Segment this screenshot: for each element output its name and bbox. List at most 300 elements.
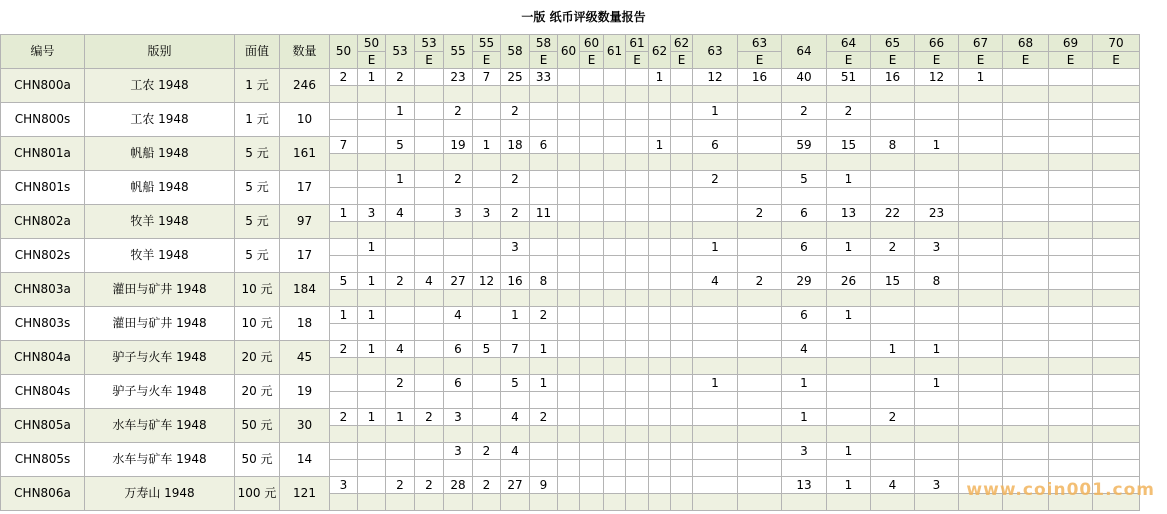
grade-spacer-cell (415, 188, 444, 205)
grade-count-cell (558, 409, 580, 426)
grade-spacer-cell (530, 222, 558, 239)
grade-count-cell (649, 239, 671, 256)
grade-spacer-cell (671, 324, 693, 341)
grade-spacer-cell (330, 324, 358, 341)
grade-spacer-cell (671, 426, 693, 443)
grade-spacer-cell (1003, 290, 1049, 307)
grade-spacer-cell (530, 290, 558, 307)
grade-count-cell (580, 137, 604, 154)
grade-count-cell (959, 239, 1003, 256)
grade-header-suffix: E (671, 52, 693, 69)
grade-spacer-cell (558, 290, 580, 307)
grade-spacer-cell (649, 222, 671, 239)
grade-count-cell: 1 (358, 307, 386, 324)
grade-count-cell (626, 239, 649, 256)
grade-spacer-cell (915, 86, 959, 103)
grade-spacer-cell (444, 154, 473, 171)
grade-count-cell (693, 409, 738, 426)
grade-count-cell: 4 (386, 205, 415, 222)
grade-count-cell (649, 409, 671, 426)
table-row (1, 239, 1140, 256)
grade-spacer-cell (738, 120, 782, 137)
row-count: 18 (280, 307, 330, 341)
row-id: CHN805a (1, 409, 85, 443)
grade-spacer-cell (415, 120, 444, 137)
grade-spacer-cell (444, 86, 473, 103)
grade-spacer-cell (530, 426, 558, 443)
grade-count-cell (580, 69, 604, 86)
grade-count-cell (1003, 341, 1049, 358)
grade-count-cell: 1 (915, 375, 959, 392)
row-id: CHN804a (1, 341, 85, 375)
grade-spacer-cell (782, 120, 827, 137)
grade-count-cell: 1 (358, 69, 386, 86)
grade-header: 60 (558, 35, 580, 69)
row-count: 14 (280, 443, 330, 477)
grade-count-cell (827, 341, 871, 358)
grade-spacer-cell (444, 460, 473, 477)
grade-count-cell: 26 (827, 273, 871, 290)
grade-count-cell (358, 375, 386, 392)
row-name: 灌田与矿井 1948 (85, 307, 235, 341)
grade-count-cell (1049, 307, 1093, 324)
grade-count-cell (1049, 171, 1093, 188)
grade-count-cell: 2 (386, 477, 415, 494)
grade-count-cell: 1 (827, 171, 871, 188)
grade-spacer-cell (558, 86, 580, 103)
grade-spacer-cell (558, 358, 580, 375)
grade-spacer-cell (358, 188, 386, 205)
grade-spacer-cell (1049, 86, 1093, 103)
grade-count-cell: 59 (782, 137, 827, 154)
grade-count-cell (1049, 103, 1093, 120)
grade-spacer-cell (871, 222, 915, 239)
grade-count-cell: 12 (915, 69, 959, 86)
grade-count-cell: 25 (501, 69, 530, 86)
grade-count-cell (1003, 375, 1049, 392)
row-count: 246 (280, 69, 330, 103)
grade-count-cell (671, 205, 693, 222)
grade-count-cell: 8 (530, 273, 558, 290)
grade-spacer-cell (626, 256, 649, 273)
grade-count-cell: 2 (386, 273, 415, 290)
grade-count-cell (738, 409, 782, 426)
grade-spacer-cell (959, 154, 1003, 171)
grade-count-cell: 6 (782, 307, 827, 324)
grade-spacer-cell (626, 358, 649, 375)
grade-count-cell (1049, 69, 1093, 86)
grade-header: 61 (626, 35, 649, 52)
grade-spacer-cell (444, 426, 473, 443)
grade-count-cell: 3 (330, 477, 358, 494)
grade-count-cell: 2 (473, 443, 501, 460)
grade-spacer-cell (1093, 222, 1140, 239)
grade-spacer-cell (871, 86, 915, 103)
grade-count-cell: 5 (782, 171, 827, 188)
row-denom: 5 元 (235, 205, 280, 239)
grade-spacer-cell (558, 460, 580, 477)
grade-count-cell (626, 341, 649, 358)
grade-count-cell: 2 (827, 103, 871, 120)
grade-count-cell (671, 443, 693, 460)
grade-count-cell: 4 (444, 307, 473, 324)
grade-spacer-cell (915, 188, 959, 205)
grade-count-cell: 3 (444, 205, 473, 222)
grade-count-cell (558, 341, 580, 358)
row-name: 帆船 1948 (85, 137, 235, 171)
grade-spacer-cell (782, 222, 827, 239)
grade-header: 64 (827, 35, 871, 52)
grade-count-cell (1049, 137, 1093, 154)
grade-count-cell: 1 (530, 341, 558, 358)
grade-spacer-cell (626, 188, 649, 205)
grade-spacer-cell (330, 256, 358, 273)
grade-spacer-cell (782, 324, 827, 341)
grade-count-cell (473, 171, 501, 188)
grade-count-cell (330, 443, 358, 460)
grade-spacer-cell (915, 358, 959, 375)
grade-count-cell (1093, 409, 1140, 426)
grade-count-cell (580, 307, 604, 324)
grade-spacer-cell (330, 86, 358, 103)
grade-count-cell: 1 (386, 171, 415, 188)
row-count: 184 (280, 273, 330, 307)
grade-spacer-cell (626, 120, 649, 137)
row-denom: 10 元 (235, 273, 280, 307)
grade-spacer-cell (530, 392, 558, 409)
grade-count-cell (1093, 273, 1140, 290)
row-denom: 1 元 (235, 103, 280, 137)
grade-spacer-cell (386, 222, 415, 239)
row-id: CHN802a (1, 205, 85, 239)
grade-spacer-cell (604, 392, 626, 409)
grade-count-cell: 2 (782, 103, 827, 120)
grade-count-cell (1093, 205, 1140, 222)
grade-count-cell (580, 409, 604, 426)
row-id: CHN806a (1, 477, 85, 511)
grade-spacer-cell (693, 460, 738, 477)
grade-spacer-cell (626, 494, 649, 511)
grade-count-cell: 2 (415, 477, 444, 494)
grade-count-cell: 3 (501, 239, 530, 256)
grade-spacer-cell (1093, 188, 1140, 205)
grade-count-cell: 16 (871, 69, 915, 86)
grade-count-cell: 5 (330, 273, 358, 290)
grade-count-cell (738, 477, 782, 494)
grade-spacer-cell (444, 324, 473, 341)
table-row (1, 137, 1140, 154)
grade-count-cell: 1 (358, 409, 386, 426)
grade-spacer-cell (558, 426, 580, 443)
grade-spacer-cell (501, 188, 530, 205)
grade-spacer-cell (386, 426, 415, 443)
grade-count-cell (358, 443, 386, 460)
grade-spacer-cell (782, 494, 827, 511)
grade-spacer-cell (693, 290, 738, 307)
grade-spacer-cell (330, 426, 358, 443)
row-id: CHN804s (1, 375, 85, 409)
row-id: CHN803a (1, 273, 85, 307)
row-count: 19 (280, 375, 330, 409)
grade-spacer-cell (473, 256, 501, 273)
grade-count-cell (693, 307, 738, 324)
grade-count-cell: 1 (693, 375, 738, 392)
grade-count-cell: 2 (871, 239, 915, 256)
grade-count-cell (558, 307, 580, 324)
grade-spacer-cell (473, 86, 501, 103)
grade-spacer-cell (671, 222, 693, 239)
row-name: 牧羊 1948 (85, 239, 235, 273)
row-denom: 50 元 (235, 443, 280, 477)
grade-count-cell (649, 477, 671, 494)
grade-spacer-cell (1049, 222, 1093, 239)
grade-spacer-cell (1049, 290, 1093, 307)
grade-spacer-cell (915, 460, 959, 477)
grade-spacer-cell (671, 392, 693, 409)
grade-count-cell (415, 171, 444, 188)
grade-spacer-cell (415, 460, 444, 477)
grade-count-cell (558, 137, 580, 154)
grade-spacer-cell (415, 358, 444, 375)
row-name: 工农 1948 (85, 69, 235, 103)
grade-spacer-cell (530, 86, 558, 103)
grade-spacer-cell (473, 426, 501, 443)
row-denom: 10 元 (235, 307, 280, 341)
grade-count-cell (915, 443, 959, 460)
grade-spacer-cell (1049, 188, 1093, 205)
grade-spacer-cell (693, 256, 738, 273)
grade-count-cell (415, 103, 444, 120)
grade-spacer-cell (871, 358, 915, 375)
grade-spacer-cell (1093, 460, 1140, 477)
grade-count-cell: 7 (473, 69, 501, 86)
grade-spacer-cell (649, 86, 671, 103)
grade-count-cell: 22 (871, 205, 915, 222)
grade-spacer-cell (473, 494, 501, 511)
grade-spacer-cell (530, 256, 558, 273)
grade-count-cell (604, 409, 626, 426)
grade-count-cell: 2 (530, 409, 558, 426)
grade-spacer-cell (626, 222, 649, 239)
grade-spacer-cell (386, 460, 415, 477)
grade-count-cell (558, 205, 580, 222)
grade-count-cell (626, 69, 649, 86)
grade-spacer-cell (358, 222, 386, 239)
grade-count-cell (671, 307, 693, 324)
grade-spacer-cell (738, 460, 782, 477)
grade-count-cell (871, 375, 915, 392)
grade-count-cell: 29 (782, 273, 827, 290)
grade-count-cell (738, 103, 782, 120)
grade-spacer-cell (649, 324, 671, 341)
grade-spacer-cell (959, 222, 1003, 239)
grade-count-cell: 1 (649, 137, 671, 154)
grade-spacer-cell (558, 392, 580, 409)
grade-count-cell (1049, 205, 1093, 222)
grade-spacer-cell (1093, 86, 1140, 103)
grade-count-cell: 2 (330, 409, 358, 426)
grade-count-cell (604, 205, 626, 222)
grade-spacer-cell (959, 324, 1003, 341)
grade-count-cell (1049, 409, 1093, 426)
grade-spacer-cell (626, 460, 649, 477)
grade-header-suffix: E (1049, 52, 1093, 69)
grade-count-cell (649, 443, 671, 460)
grade-count-cell (1049, 443, 1093, 460)
grade-count-cell: 6 (444, 375, 473, 392)
row-name: 帆船 1948 (85, 171, 235, 205)
grade-spacer-cell (501, 324, 530, 341)
grade-spacer-cell (1049, 358, 1093, 375)
grade-count-cell (827, 375, 871, 392)
grade-count-cell (693, 341, 738, 358)
row-count: 17 (280, 239, 330, 273)
table-row (1, 69, 1140, 86)
grade-spacer-cell (501, 358, 530, 375)
grade-spacer-cell (604, 86, 626, 103)
grade-spacer-cell (473, 324, 501, 341)
grade-count-cell: 1 (386, 409, 415, 426)
grade-count-cell (558, 103, 580, 120)
grade-spacer-cell (386, 392, 415, 409)
grade-count-cell: 1 (473, 137, 501, 154)
grade-spacer-cell (1093, 154, 1140, 171)
grade-count-cell (959, 205, 1003, 222)
grade-count-cell (626, 171, 649, 188)
grade-count-cell: 1 (827, 307, 871, 324)
grade-spacer-cell (782, 392, 827, 409)
table-row (1, 443, 1140, 460)
grade-count-cell: 1 (693, 103, 738, 120)
grade-spacer-cell (915, 324, 959, 341)
grade-spacer-cell (871, 494, 915, 511)
grade-count-cell (604, 137, 626, 154)
grade-spacer-cell (827, 426, 871, 443)
grade-count-cell: 1 (358, 239, 386, 256)
row-id: CHN802s (1, 239, 85, 273)
grade-count-cell: 51 (827, 69, 871, 86)
grade-spacer-cell (530, 188, 558, 205)
grade-spacer-cell (358, 358, 386, 375)
grade-count-cell: 4 (415, 273, 444, 290)
row-id: CHN800s (1, 103, 85, 137)
grade-spacer-cell (1003, 426, 1049, 443)
grade-spacer-cell (649, 120, 671, 137)
grade-count-cell (473, 239, 501, 256)
grade-count-cell: 1 (530, 375, 558, 392)
grade-spacer-cell (580, 154, 604, 171)
grade-spacer-cell (738, 494, 782, 511)
grade-spacer-cell (473, 290, 501, 307)
grade-count-cell: 1 (330, 307, 358, 324)
grade-spacer-cell (501, 392, 530, 409)
grade-spacer-cell (915, 392, 959, 409)
grade-count-cell (1093, 69, 1140, 86)
grade-count-cell (626, 477, 649, 494)
row-denom: 5 元 (235, 239, 280, 273)
grade-count-cell (671, 375, 693, 392)
grade-count-cell (1093, 443, 1140, 460)
row-id: CHN801s (1, 171, 85, 205)
grade-spacer-cell (473, 154, 501, 171)
grade-count-cell: 16 (501, 273, 530, 290)
grade-header: 53 (386, 35, 415, 69)
row-name: 驴子与火车 1948 (85, 341, 235, 375)
grade-spacer-cell (444, 358, 473, 375)
table-row (1, 171, 1140, 188)
grade-count-cell (473, 307, 501, 324)
grade-count-cell (604, 477, 626, 494)
grade-spacer-cell (1003, 358, 1049, 375)
grade-spacer-cell (415, 154, 444, 171)
grade-spacer-cell (530, 154, 558, 171)
grade-count-cell: 1 (782, 409, 827, 426)
row-count: 121 (280, 477, 330, 511)
grade-spacer-cell (1049, 392, 1093, 409)
grade-header: 60 (580, 35, 604, 52)
grade-count-cell (871, 307, 915, 324)
grade-count-cell: 6 (782, 205, 827, 222)
grade-spacer-cell (1049, 426, 1093, 443)
grade-count-cell: 13 (782, 477, 827, 494)
grade-spacer-cell (604, 324, 626, 341)
grade-spacer-cell (738, 426, 782, 443)
grade-count-cell: 18 (501, 137, 530, 154)
grade-header: 65 (871, 35, 915, 52)
grade-spacer-cell (671, 256, 693, 273)
grade-count-cell (580, 477, 604, 494)
table-row (1, 103, 1140, 120)
grade-spacer-cell (959, 460, 1003, 477)
grade-count-cell: 1 (827, 477, 871, 494)
grade-count-cell (580, 103, 604, 120)
grade-spacer-cell (330, 188, 358, 205)
row-count: 161 (280, 137, 330, 171)
row-id: CHN803s (1, 307, 85, 341)
grade-spacer-cell (358, 426, 386, 443)
grade-spacer-cell (693, 188, 738, 205)
grade-count-cell: 1 (649, 69, 671, 86)
grade-spacer-cell (1093, 120, 1140, 137)
grade-spacer-cell (671, 154, 693, 171)
grade-count-cell: 23 (444, 69, 473, 86)
grade-spacer-cell (358, 256, 386, 273)
grade-count-cell (959, 103, 1003, 120)
row-name: 牧羊 1948 (85, 205, 235, 239)
grade-count-cell: 3 (915, 477, 959, 494)
table-row (1, 375, 1140, 392)
grade-spacer-cell (558, 154, 580, 171)
grade-count-cell (671, 103, 693, 120)
row-name: 水车与矿车 1948 (85, 409, 235, 443)
grade-count-cell (626, 103, 649, 120)
grade-count-cell: 5 (473, 341, 501, 358)
header-name: 版别 (85, 35, 235, 69)
grade-count-cell: 13 (827, 205, 871, 222)
grade-count-cell (693, 443, 738, 460)
grade-spacer-cell (558, 222, 580, 239)
grade-spacer-cell (580, 494, 604, 511)
grade-spacer-cell (738, 256, 782, 273)
grade-count-cell: 23 (915, 205, 959, 222)
grade-header: 58 (530, 35, 558, 52)
grade-count-cell (604, 341, 626, 358)
grade-header-suffix: E (1003, 52, 1049, 69)
grade-count-cell: 33 (530, 69, 558, 86)
grade-spacer-cell (358, 154, 386, 171)
grade-spacer-cell (1003, 324, 1049, 341)
grade-spacer-cell (871, 154, 915, 171)
